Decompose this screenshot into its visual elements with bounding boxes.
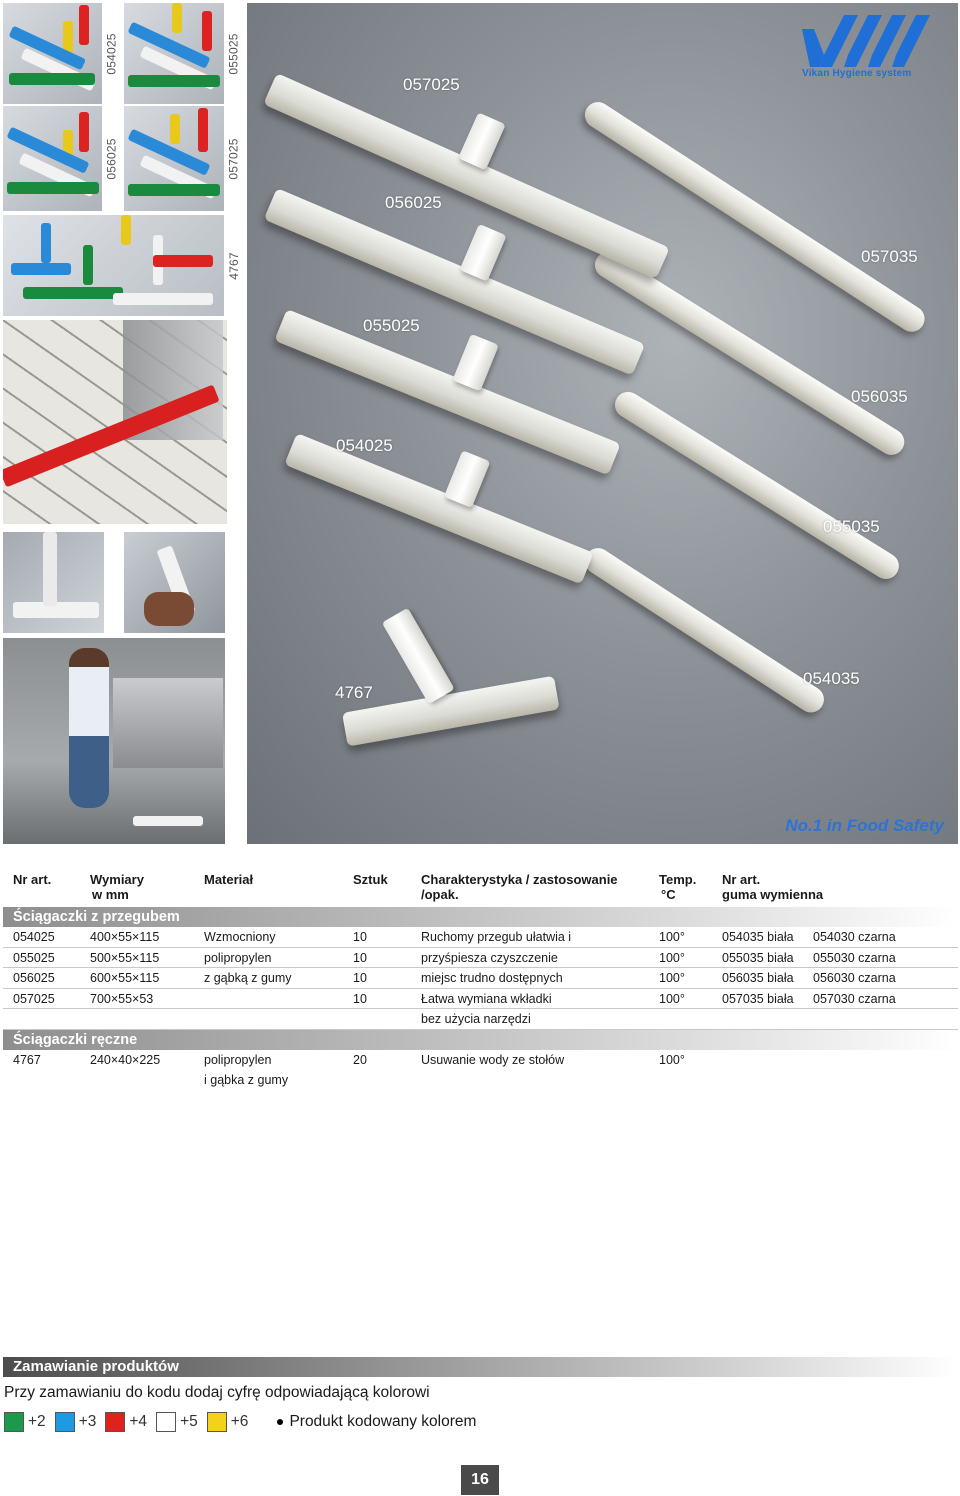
label-057025: 057025	[403, 75, 460, 94]
swatch-label: +4	[129, 1413, 148, 1430]
table-row-continuation	[3, 1070, 958, 1091]
cell-black-blade: 056030 czarna	[813, 971, 896, 985]
cell-desc: bez użycia narzędzi	[421, 1012, 531, 1026]
cell-temp: 100°	[659, 930, 685, 944]
cell-material: polipropylen	[204, 1052, 272, 1067]
cell-white-blade: 057035 biała	[722, 991, 794, 1006]
cell-desc: Ruchomy przegub ułatwia i	[421, 930, 572, 944]
cell-material: Wzmocniony	[204, 930, 276, 944]
cell-nr: 056025	[13, 971, 55, 985]
cell-temp: 100°	[659, 991, 685, 1006]
label-4767: 4767	[335, 683, 373, 702]
header-text: Wymiary	[90, 872, 144, 887]
tagline: No.1 in Food Safety	[785, 816, 944, 835]
color-swatches	[4, 1412, 476, 1432]
squeegee-blade	[263, 73, 670, 279]
header-charakterystyka	[421, 872, 618, 902]
cell-temp: 100°	[659, 950, 685, 965]
photo-squeegee-wall	[3, 532, 104, 633]
legend-text: Produkt kodowany kolorem	[289, 1413, 477, 1430]
product-table	[3, 872, 958, 1091]
thumb-caption: 056025	[102, 106, 122, 211]
handle-yellow	[170, 114, 180, 144]
thumb-caption: 054025	[102, 3, 122, 104]
handle-red	[202, 11, 212, 51]
handle-red	[79, 112, 89, 152]
photo-woman-cleaning	[3, 638, 225, 844]
cell-qty: 10	[353, 950, 367, 965]
cell-dim: 500×55×115	[90, 950, 160, 965]
blade-054035	[580, 543, 829, 717]
cell-nr: 4767	[13, 1052, 41, 1067]
ordering-title: Zamawianie produktów	[3, 1357, 958, 1377]
cell-black-blade: 054030 czarna	[813, 930, 896, 944]
logo-text: Vikan Hygiene system	[802, 68, 912, 79]
label-057035: 057035	[861, 247, 918, 266]
ordering-text: Przy zamawianiu do kodu dodaj cyfrę odpowiadającą kolorowi	[4, 1384, 430, 1401]
table-row	[3, 968, 958, 989]
cell-black-blade: 055030 czarna	[813, 950, 896, 965]
squeegee-neck	[452, 334, 499, 392]
squeegee-red	[153, 255, 213, 267]
squeegee-green	[23, 287, 123, 299]
vikan-logo	[802, 15, 942, 79]
header-text: Nr art.	[722, 872, 761, 887]
photo-hand-squeegee	[124, 532, 225, 633]
section-title-hand: Ściągaczki ręczne	[3, 1030, 958, 1050]
white-swatch-box	[156, 1412, 176, 1432]
cell-nr: 057025	[13, 991, 55, 1006]
blue-swatch-box	[55, 1412, 75, 1432]
header-text: w mm	[92, 887, 129, 902]
swatch-label: +3	[78, 1413, 97, 1430]
cell-white-blade: 055035 biała	[722, 950, 794, 965]
label-056035: 056035	[851, 387, 908, 406]
cell-nr: 054025	[13, 930, 55, 944]
swatch-white	[156, 1412, 198, 1432]
label-054035: 054035	[803, 669, 860, 688]
page-number: 16	[461, 1465, 499, 1495]
header-material	[204, 872, 253, 887]
handle-blue	[41, 223, 51, 263]
cell-dim: 400×55×115	[90, 930, 160, 944]
photo-hand	[144, 592, 194, 626]
handle-yellow	[121, 215, 131, 245]
table-row	[3, 1050, 958, 1071]
swatch-green	[4, 1412, 46, 1432]
cell-temp: 100°	[659, 971, 685, 985]
cell-dim: 600×55×115	[90, 971, 160, 985]
header-text: Temp.	[659, 872, 697, 887]
main-product-photo	[247, 3, 958, 844]
squeegee-neck	[460, 224, 507, 282]
squeegee-white	[133, 816, 203, 826]
cell-qty: 10	[353, 991, 367, 1006]
cell-material: polipropylen	[204, 950, 272, 965]
cell-qty: 20	[353, 1052, 367, 1067]
blade-057035	[580, 97, 930, 337]
squeegee-green	[9, 73, 95, 85]
cell-white-blade: 056035 biała	[722, 971, 794, 985]
cell-desc: miejsc trudno dostępnych	[421, 971, 563, 985]
swatch-label: +2	[28, 1413, 46, 1430]
header-text: Charakterystyka / zastosowanie	[421, 872, 618, 887]
header-nr-art	[13, 872, 51, 887]
thumb-caption: 055025	[224, 3, 244, 104]
header-text: /opak.	[421, 887, 459, 902]
cell-temp: 100°	[659, 1052, 685, 1067]
cell-white-blade: 054035 biała	[722, 930, 794, 944]
cell-black-blade: 057030 czarna	[813, 991, 896, 1006]
handle-green	[83, 245, 93, 285]
thumbnail-056025	[3, 106, 122, 211]
swatch-label: +5	[180, 1413, 198, 1430]
header-wymiary	[90, 872, 144, 902]
swatch-blue	[55, 1412, 97, 1432]
label-056025: 056025	[385, 193, 442, 212]
table-row-continuation	[3, 1009, 958, 1030]
header-temp	[659, 872, 696, 902]
thumb-caption: 057025	[224, 106, 244, 211]
squeegee-green	[128, 75, 220, 87]
cell-material: i gąbka z gumy	[204, 1073, 289, 1087]
cell-nr: 055025	[13, 950, 55, 965]
thumbnail-4767	[3, 215, 244, 316]
header-text: Materiał	[204, 872, 254, 887]
table-row	[3, 989, 958, 1010]
squeegee-neck	[444, 450, 491, 508]
cell-desc: Usuwanie wody ze stołów	[421, 1052, 565, 1067]
squeegee-blade	[284, 433, 593, 584]
cell-dim: 700×55×53	[90, 991, 154, 1006]
label-055035: 055035	[823, 517, 880, 536]
cell-desc: Łatwa wymiana wkładki	[421, 991, 552, 1006]
swatch-label: +6	[230, 1413, 249, 1430]
color-coded-legend	[277, 1413, 476, 1431]
handle-white	[43, 532, 57, 606]
header-text: Nr art.	[13, 872, 52, 887]
cell-desc: przyśpiesza czyszczenie	[421, 950, 558, 965]
green-swatch-box	[4, 1412, 24, 1432]
section-title-hinged: Ściągaczki z przegubem	[3, 907, 958, 927]
header-text: °C	[661, 887, 676, 902]
thumbnail-055025	[124, 3, 244, 104]
header-text: Sztuk	[353, 872, 388, 887]
handle-red	[198, 108, 208, 152]
yellow-swatch-box	[207, 1412, 227, 1432]
squeegee-green	[128, 184, 220, 196]
header-text: guma wymienna	[722, 887, 824, 902]
thumbnail-057025	[124, 106, 244, 211]
header-sztuk	[353, 872, 388, 887]
squeegee-blue	[11, 263, 71, 275]
photo-kitchen-equipment	[113, 678, 223, 768]
table-row	[3, 927, 958, 948]
handle-red	[79, 5, 89, 45]
vikan-logo-mark	[802, 15, 942, 67]
thumbnail-054025	[3, 3, 122, 104]
squeegee-neck	[382, 608, 455, 704]
swatch-yellow	[207, 1412, 249, 1432]
cell-dim: 240×40×225	[90, 1052, 161, 1067]
cell-material: z gąbką z gumy	[204, 971, 292, 985]
swatch-red	[105, 1412, 147, 1432]
red-swatch-box	[105, 1412, 125, 1432]
header-replacement-blade	[722, 872, 823, 902]
cell-qty: 10	[353, 971, 367, 985]
table-row	[3, 948, 958, 969]
thumb-caption: 4767	[224, 215, 244, 316]
squeegee-white	[113, 293, 213, 305]
cell-qty: 10	[353, 930, 367, 944]
squeegee-neck	[458, 112, 506, 170]
squeegee-green	[7, 182, 99, 194]
label-055025: 055025	[363, 316, 420, 335]
handle-yellow	[172, 3, 182, 33]
photo-floor-tiles	[3, 320, 227, 524]
table-header	[3, 872, 958, 907]
photo-person	[69, 648, 109, 808]
label-054025: 054025	[336, 436, 393, 455]
bullet-icon	[277, 1419, 283, 1425]
